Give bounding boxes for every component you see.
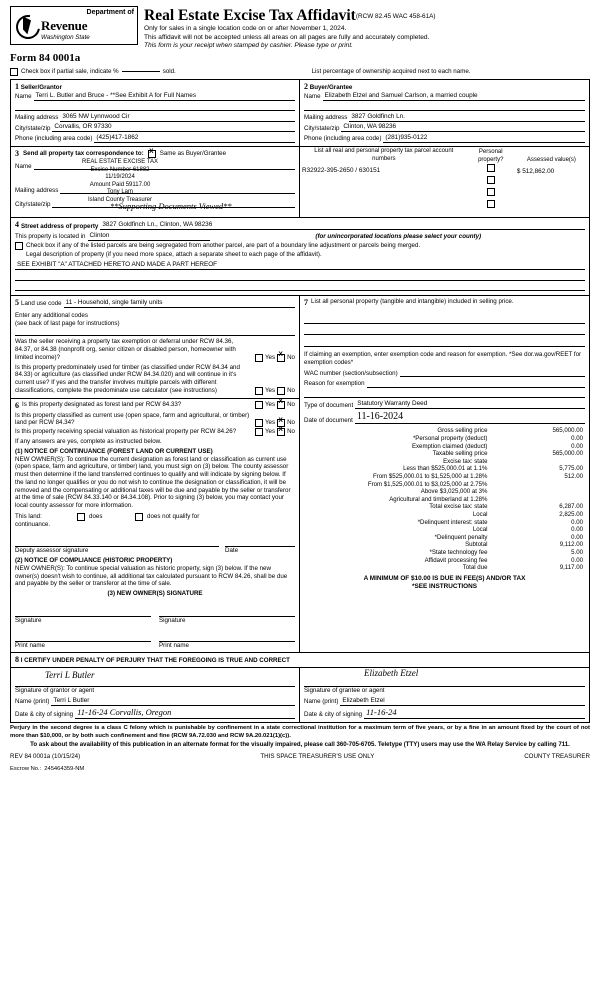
section-1-number: 1 [15, 81, 19, 91]
calc-label-3: Taxable selling price [432, 450, 488, 458]
section-8-number: 8 [15, 654, 19, 664]
section-1-title: Seller/Grantor [20, 83, 62, 91]
seller-citystate-label: City/state/zip [15, 124, 51, 132]
calc-label-9: Agricultural and timberland at 1.28% [389, 495, 488, 503]
q6-0-no-label: No [287, 400, 295, 408]
seller-phone-value[interactable]: (425)417-1862 [94, 134, 295, 143]
calc-label-1: *Personal property (deduct) [412, 434, 488, 442]
section-5-question-0: Was the seller receiving a property tax exemption or deferral under RCW 84.36, 84.37, or 84.38 (nonprofit org, senior citizen or disabled person, homeowner with limited income)? [15, 338, 236, 361]
q6-2-yes-label: Yes [264, 428, 276, 436]
stamp-line-1: Excise Number 61882 [90, 166, 150, 173]
buyer-citystate-label: City/state/zip [304, 124, 340, 132]
q6-0-yes-checkbox[interactable] [255, 401, 263, 409]
revision-number: REV 84 0001a (10/15/24) [10, 752, 81, 760]
personal-property-header: Personal property? [478, 149, 504, 163]
notice-continuance-body: NEW OWNER(S): To continue the current designation as forest land or classification as current use (open space, farm and agriculture, or timber) land, you must sign on (3) below. The county assessor must then determine if the land transferred continues to qualify and will indicate by signing below. If the land no longer qualifies or you do not wish to continue the designation or classification, it will be removed and the compensating or additional taxes will be due and payable by the seller or transferor at the time of sale (RCW 84.33.140 or 84.34.108). Prior to signing (3) below, you may contact your local county assessor for more information. [15, 455, 291, 510]
calc-value-15[interactable]: 9,112.00 [559, 541, 583, 549]
grantor-sig-label: Signature of grantor or agent [15, 686, 95, 694]
section-2-number: 2 [304, 81, 308, 91]
calc-value-18[interactable]: 9,117.00 [559, 564, 583, 572]
calc-value-8[interactable] [489, 488, 585, 496]
calc-label-5: Less than $525,000.01 at 1.1% [403, 465, 488, 473]
q5-1-yes-checkbox[interactable] [255, 387, 263, 395]
calc-value-14[interactable]: 0.00 [571, 533, 583, 541]
calc-label-17: Affidavit processing fee [424, 556, 488, 564]
doc-type-label: Type of document [304, 401, 354, 409]
located-in-note: (for unincorporated locations please select your county) [315, 233, 482, 241]
doc-date-value[interactable]: 11-16-2024 [355, 411, 585, 425]
dept-line2: Revenue [41, 17, 88, 33]
this-land-label: This land: [15, 512, 42, 520]
partial-sale-tail: sold. [162, 67, 176, 75]
calc-label-12: *Delinquent interest: state [417, 518, 488, 526]
section-6 [11, 398, 299, 652]
calc-value-9[interactable] [489, 496, 585, 504]
seller-name-value[interactable]: Terri L. Butler and Bruce - **See Exhibit A for Full Names [34, 92, 295, 101]
form-number: Form 84 0001a [10, 52, 81, 65]
seller-mailing-value[interactable]: 3065 NW Lynnwood Cir [60, 113, 295, 122]
parcel-row-1[interactable] [300, 176, 468, 188]
wac-number-input[interactable] [400, 368, 585, 377]
q5-0-yes-label: Yes [264, 353, 276, 361]
new-owner-signature-input-2[interactable] [159, 608, 295, 617]
stamp-line-2: 11/19/2024 [105, 174, 135, 181]
new-owner-signature-title: (3) NEW OWNER(S) SIGNATURE [107, 590, 203, 598]
section-7-number: 7 [304, 297, 308, 307]
exemption-note: If claiming an exemption, enter exemption code and reason for exemption. *See dor.wa.gov/REET for exemption codes* [304, 350, 582, 366]
same-as-buyer-checkbox[interactable] [148, 150, 156, 158]
calc-label-16: *State technology fee [429, 549, 488, 557]
notice-compliance-title: (2) NOTICE OF COMPLIANCE (HISTORIC PROPERTY) [15, 557, 173, 565]
continuance-label: continuance. [15, 520, 51, 528]
calc-value-16[interactable]: 5.00 [571, 549, 583, 557]
section-3-title: Send all property tax correspondence to: [23, 150, 144, 158]
section-5-question-1: Is this property predominately used for timber (as classified under RCW 84.34 and 84.33) or agriculture (as classified under RCW 84.34.020) and will continue in it's current use? If yes and the transfer involves multiple parcels with different classifications, complete the predominate use calculator (see instructions) [15, 363, 240, 394]
new-owner-signature-input-1[interactable] [15, 608, 151, 617]
section-3-block [10, 147, 590, 218]
stamp-line-5: Island County Treasurer [87, 196, 153, 203]
alt-format-note: To ask about the availability of this publication in an alternate format for the visually impaired, please call 360-705-6705. Teletype (TTY) users may use the WA Relay Service by calling 711. [30, 740, 570, 748]
county-treasurer-label: COUNTY TREASURER [524, 752, 590, 760]
calc-label-13: Local [472, 526, 488, 534]
does-qualify-checkbox[interactable] [77, 513, 85, 521]
grantor-cert [11, 668, 300, 722]
q6-0-no-checkbox[interactable] [277, 401, 285, 409]
deputy-assessor-date-input[interactable] [225, 539, 295, 548]
section-1-seller [11, 80, 300, 147]
legal-description-value[interactable]: SEE EXHIBIT "A" ATTACHED HERETO AND MADE A PART HEREOF [15, 261, 585, 270]
q5-1-yes-label: Yes [264, 386, 276, 394]
calc-value-5[interactable]: 5,775.00 [559, 465, 583, 473]
partial-sale-checkbox[interactable] [10, 68, 18, 76]
revenue-logo-icon [14, 13, 38, 37]
deputy-assessor-sig-label: Deputy assessor signature [15, 547, 89, 555]
assessed-value-2[interactable] [514, 188, 589, 200]
calc-value-3[interactable]: 565,000.00 [552, 450, 583, 458]
personal-prop-checkbox-1[interactable] [487, 176, 495, 184]
left-column [11, 296, 300, 652]
legal-desc-note: Legal description of property (if you need more space, attach a separate sheet to each page of the affidavit). [26, 251, 322, 259]
footer-block [10, 725, 590, 773]
section-4-number: 4 [15, 220, 19, 230]
assessed-value-3[interactable] [514, 200, 589, 212]
q6-2-no-label: No [287, 428, 295, 436]
dor-logo-block [10, 6, 138, 45]
q5-0-no-label: No [287, 353, 295, 361]
print-name-label-2: Print name [159, 642, 189, 650]
stamp-line-3: Amount Paid 59117.00 [89, 181, 151, 188]
calc-label-15: Subtotal [465, 541, 488, 549]
calc-label-18: Total due [462, 564, 488, 572]
section-6-if-any: If any answers are yes, complete as instructed below. [15, 438, 162, 446]
assessed-value-0[interactable]: $ 512,862.00 [516, 167, 555, 175]
section-567-block [10, 296, 590, 653]
does-not-label: does not qualify for [147, 512, 200, 520]
section-7 [300, 296, 589, 652]
section-3-number: 3 [15, 149, 19, 159]
grantor-date-value[interactable]: 11-16-24 Corvallis, Oregon [75, 707, 295, 719]
q6-0-yes-label: Yes [264, 400, 276, 408]
q6-2-yes-checkbox[interactable] [255, 428, 263, 436]
q5-0-yes-checkbox[interactable] [255, 354, 263, 362]
partial-sale-label: Check box if partial sale, indicate % [21, 67, 119, 75]
calc-label-10: Total excise tax: state [429, 503, 488, 511]
extra-codes-note: (see back of last page for instructions) [15, 319, 120, 327]
section-7-title: List all personal property (tangible and intangible) included in selling price. [311, 297, 514, 305]
section-8-title: I CERTIFY UNDER PENALTY OF PERJURY THAT THE FOREGOING IS TRUE AND CORRECT [20, 656, 290, 664]
calc-value-11[interactable]: 2,825.00 [559, 511, 583, 519]
land-use-label: Land use code [21, 300, 62, 308]
treasurer-stamp [45, 159, 195, 204]
partial-sale-percent-input[interactable] [122, 71, 160, 72]
corr-name-label: Name [15, 162, 32, 170]
buyer-phone-value[interactable]: (281)935-0122 [383, 134, 585, 143]
calc-label-14: *Delinquent penalty [434, 533, 488, 541]
buyer-mailing-label: Mailing address [304, 114, 348, 122]
personal-prop-checkbox-2[interactable] [487, 188, 495, 196]
header-sub1: Only for sales in a single location code on or after November 1, 2024. [144, 25, 347, 33]
dept-line3: Washington State [41, 34, 90, 41]
calc-label-6: From $525,000.01 to $1,525,000 at 1.28% [372, 472, 488, 480]
assessed-value-header: Assessed value(s) [526, 156, 576, 163]
calc-label-4: Excise tax: state [443, 457, 488, 465]
dept-line1: Department of [86, 9, 134, 16]
signature-label-2: Signature [159, 616, 186, 624]
section-6-question-1: Is this property classified as current use (open space, farm and agricultural, or timber) land per RCW 84.34? [15, 411, 250, 427]
q5-1-no-checkbox[interactable] [277, 387, 285, 395]
parcel-row-2[interactable] [300, 188, 468, 200]
parcel-row-3[interactable] [300, 200, 468, 212]
grantee-date-label: Date & city of signing [304, 710, 363, 718]
see-instructions-note: *SEE INSTRUCTIONS [412, 582, 477, 590]
calc-value-0[interactable]: 565,000.00 [552, 427, 583, 435]
new-owner-printname-input-1[interactable] [15, 633, 151, 642]
buyer-mailing-value[interactable]: 3827 Goldfinch Ln. [349, 113, 585, 122]
calc-value-13[interactable]: 0.00 [571, 526, 583, 534]
buyer-citystate-value[interactable]: Clinton, WA 98236 [341, 123, 585, 132]
grantee-name-value[interactable]: Elizabeth Etzel [340, 697, 585, 706]
escrow-label: Escrow No.: [10, 766, 42, 773]
doc-date-label: Date of document [304, 416, 353, 424]
notice-continuance-title: (1) NOTICE OF CONTINUANCE (FOREST LAND OR CURRENT USE) [15, 447, 213, 455]
pct-ownership-note: List percentage of ownership acquired next to each name. [311, 67, 471, 75]
seller-mailing-label: Mailing address [15, 114, 59, 122]
supporting-docs-note: **Supporting Documents Viewed** [110, 201, 232, 212]
section-6-question-0: Is this property designated as forest land per RCW 84.33? [22, 400, 182, 408]
section-3-correspondence [11, 147, 300, 217]
section-2-title: Buyer/Grantee [309, 83, 353, 91]
section-4-property [10, 218, 590, 296]
located-in-value[interactable]: Clinton [88, 232, 210, 241]
section-6-question-2: Is this property receiving special valuation as historical property per RCW 84.26? [15, 428, 237, 436]
header-sub2: This affidavit will not be accepted unless all areas on all pages are fully and accurately completed. [144, 33, 430, 41]
page-title: Real Estate Excise Tax Affidavit [144, 7, 356, 24]
street-address-label: Street address of property [21, 222, 99, 230]
located-in-label: This property is located in [15, 233, 86, 241]
seller-name-label: Name [15, 93, 32, 101]
q5-1-no-label: No [287, 386, 295, 394]
grantor-name-value[interactable]: Terri L Butler [51, 697, 295, 706]
land-use-value[interactable]: 11 - Household, single family units [64, 299, 295, 308]
document-header [10, 6, 590, 50]
calc-value-6[interactable]: 512.00 [564, 472, 583, 480]
section-2-buyer [300, 80, 589, 147]
segregation-checkbox[interactable] [15, 242, 23, 250]
segregation-note: Check box if any of the listed parcels are being segregated from another parcel, are part of a boundary line adjustment or parcels being merged. [26, 242, 421, 250]
buyer-phone-label: Phone (including area code) [304, 135, 382, 143]
calc-value-12[interactable]: 0.00 [571, 518, 583, 526]
grantor-name-label: Name (print) [15, 697, 50, 705]
escrow-value: 245464359-NM [44, 766, 85, 773]
calc-value-10[interactable]: 6,287.00 [559, 503, 583, 511]
grantee-sig-label: Signature of grantee or agent [304, 686, 385, 694]
excise-calculation-table [304, 427, 585, 572]
wac-number-label: WAC number (section/subsection) [304, 369, 398, 377]
parcel-row-0[interactable]: R32922-395-2650 / 630151 [302, 166, 381, 174]
personal-prop-checkbox-3[interactable] [487, 200, 495, 208]
calc-label-8: Above $3,025,000 at 3% [420, 488, 488, 496]
q6-2-no-checkbox[interactable] [277, 428, 285, 436]
seller-phone-label: Phone (including area code) [15, 135, 93, 143]
section-3-parcels [300, 147, 589, 217]
parties-block [10, 79, 590, 148]
reason-exemption-input[interactable] [367, 379, 585, 388]
personal-prop-checkbox-0[interactable] [487, 164, 495, 172]
rcw-citation: (RCW 82.45 WAC 458-61A) [355, 13, 436, 20]
calc-value-2[interactable]: 0.00 [571, 442, 583, 450]
deputy-assessor-date-label: Date [225, 547, 239, 555]
grantee-date-value[interactable]: 11-16-24 [364, 707, 585, 719]
treasurer-space-label: THIS SPACE TREASURER'S USE ONLY [260, 752, 375, 760]
calc-value-1[interactable]: 0.00 [571, 434, 583, 442]
section-6-number: 6 [15, 400, 19, 410]
calc-label-0: Gross selling price [437, 427, 488, 435]
section-5-number: 5 [15, 297, 19, 307]
header-sub3: This form is your receipt when stamped by cashier. Please type or print. [144, 41, 354, 49]
parcel-header: List all real and personal property tax parcel account numbers [314, 148, 454, 162]
buyer-name-value[interactable]: Elizabeth Etzel and Samuel Carlson, a married couple [323, 92, 585, 101]
stamp-line-4: Tony Lam [106, 189, 133, 196]
grantee-signature-handwritten: Elizabeth Etzel [364, 667, 419, 678]
deputy-assessor-signature-input[interactable] [15, 539, 219, 548]
buyer-name-label: Name [304, 93, 321, 101]
q6-1-yes-checkbox[interactable] [255, 419, 263, 427]
calc-label-7: From $1,525,000.01 to $3,025,000 at 2.75% [367, 480, 488, 488]
grantor-signature-handwritten: Terri L Butler [45, 669, 95, 680]
same-as-buyer-label: Same as Buyer/Grantee [159, 150, 227, 158]
calc-label-11: Local [472, 511, 488, 519]
grantee-cert [300, 668, 589, 722]
calc-value-4[interactable] [489, 458, 585, 466]
grantor-date-label: Date & city of signing [15, 710, 74, 718]
stamp-line-0: REAL ESTATE EXCISE TAX [81, 159, 159, 166]
section-8-certification [10, 653, 590, 723]
signature-label-1: Signature [15, 616, 42, 624]
corr-mailing-label: Mailing address [15, 186, 59, 194]
does-not-qualify-checkbox[interactable] [135, 513, 143, 521]
assessed-value-1[interactable] [514, 176, 589, 188]
notice-compliance-body: NEW OWNER(S): To continue special valuation as historic property, sign (3) below. If the new owner(s) doesn't wish to continue, all additional tax calculated pursuant to RCW 84.26, shall be due and payable by the seller or transferor at the time of sale. [15, 564, 288, 588]
corr-citystate-label: City/state/zip [15, 200, 51, 208]
extra-codes-label: Enter any additional codes [15, 311, 88, 319]
minimum-due-note: A MINIMUM OF $10.00 IS DUE IN FEE(S) AND/OR TAX [363, 574, 526, 582]
seller-citystate-value[interactable]: Corvallis, OR 97330 [52, 123, 295, 132]
perjury-note: Perjury in the second degree is a class C felony which is punishable by confinement in a state correctional institution for a maximum term of five years, or by a fine in an amount fixed by the court of not more than $10,000, or by both such confinement and fine (RCW 9A.72.030 and RCW 9A.20.021(1)(c)). [10, 725, 590, 739]
q5-0-no-checkbox[interactable] [277, 354, 285, 362]
reason-exemption-label: Reason for exemption [304, 380, 365, 388]
calc-value-17[interactable]: 0.00 [571, 556, 583, 564]
does-label: does [89, 512, 103, 520]
doc-type-value[interactable]: Statutory Warranty Deed [355, 400, 585, 409]
new-owner-printname-input-2[interactable] [159, 633, 295, 642]
calc-label-2: Exemption claimed (deduct) [411, 442, 488, 450]
street-address-value[interactable]: 3827 Goldfinch Ln., Clinton, WA 98236 [100, 221, 585, 230]
q6-1-no-label: No [287, 419, 295, 427]
print-name-label-1: Print name [15, 642, 45, 650]
q6-1-yes-label: Yes [264, 419, 276, 427]
grantee-name-label: Name (print) [304, 697, 339, 705]
calc-value-7[interactable] [489, 481, 585, 489]
section-5 [11, 296, 299, 398]
